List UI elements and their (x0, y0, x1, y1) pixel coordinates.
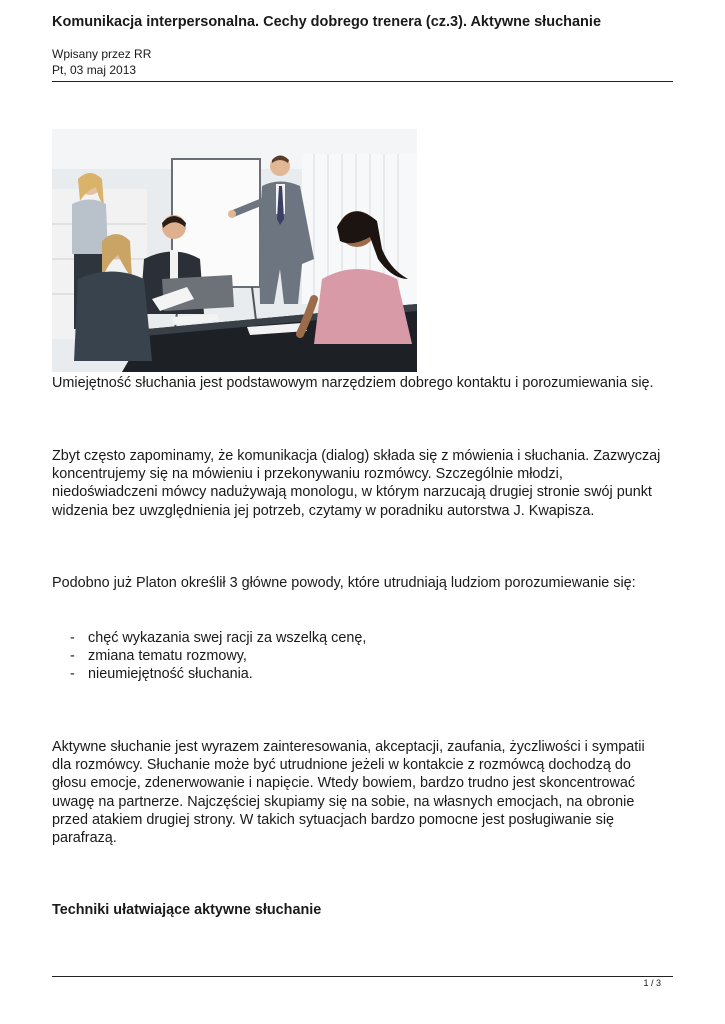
paragraph-line: widzenia bez uwzględnienia jej potrzeb, czytamy w poradniku autorstwa J. Kwapisza. (52, 502, 595, 519)
paragraph-line: uwagę na partnerze. Najczęściej skupiamy się na sobie, na własnych emocjach, na obronie (52, 793, 635, 810)
reasons-list (70, 629, 366, 684)
bullet-dash: - (70, 666, 75, 683)
intro-paragraph: Umiejętność słuchania jest podstawowym narzędziem dobrego kontaktu i porozumiewania się. (52, 375, 654, 391)
paragraph-line: dla rozmówcy. Słuchanie może być utrudnione jeżeli w kontakcie z rozmówcą dochodzą do (52, 757, 631, 774)
paragraph-line: koncentrujemy się na mówieniu i przekonywaniu rozmówcy. Szczególnie młodzi, (52, 466, 563, 483)
date-line: Pt, 03 maj 2013 (52, 63, 137, 77)
paragraph-line: głosu emocje, zdenerwowanie i napięcie. Wtedy bowiem, bardzo trudno jest skoncentrować (52, 775, 636, 792)
paragraph-line: Zbyt często zapominamy, że komunikacja (dialog) składa się z mówienia i słuchania. Zazwyczaj (52, 448, 661, 464)
header-divider (52, 81, 673, 82)
meeting-photo (52, 129, 417, 372)
page-number: 1 / 3 (643, 978, 661, 988)
list-item-text: chęć wykazania swej racji za wszelką cenę, (88, 630, 367, 646)
paragraph-dialog (52, 447, 677, 520)
author-line: Wpisany przez RR (52, 47, 152, 61)
page-title: Komunikacja interpersonalna. Cechy dobrego trenera (cz.3). Aktywne słuchanie (52, 14, 602, 30)
footer-divider (52, 976, 673, 977)
list-item-text: nieumiejętność słuchania. (88, 666, 253, 683)
paragraph-line: niedoświadczeni mówcy nadużywają monologu, w którym narzucają drugiej stronie swój punkt (52, 484, 652, 501)
paragraph-line: Aktywne słuchanie jest wyrazem zainteresowania, akceptacji, zaufania, życzliwości i sympatii (52, 739, 645, 755)
paragraph-active-listening (52, 738, 677, 847)
bullet-dash: - (70, 630, 75, 646)
list-item-text: zmiana tematu rozmowy, (88, 648, 247, 665)
paragraph-platon: Podobno już Platon określił 3 główne powody, które utrudniają ludziom porozumiewanie się: (52, 575, 636, 591)
paragraph-line: przed atakiem drugiej strony. W takich sytuacjach bardzo pomocne jest posługiwanie się (52, 811, 615, 828)
bullet-dash: - (70, 648, 75, 665)
section-heading: Techniki ułatwiające aktywne słuchanie (52, 902, 322, 918)
list-item (70, 665, 366, 683)
list-item (70, 647, 366, 665)
list-item (70, 629, 366, 647)
paragraph-line: parafrazą. (52, 830, 117, 847)
